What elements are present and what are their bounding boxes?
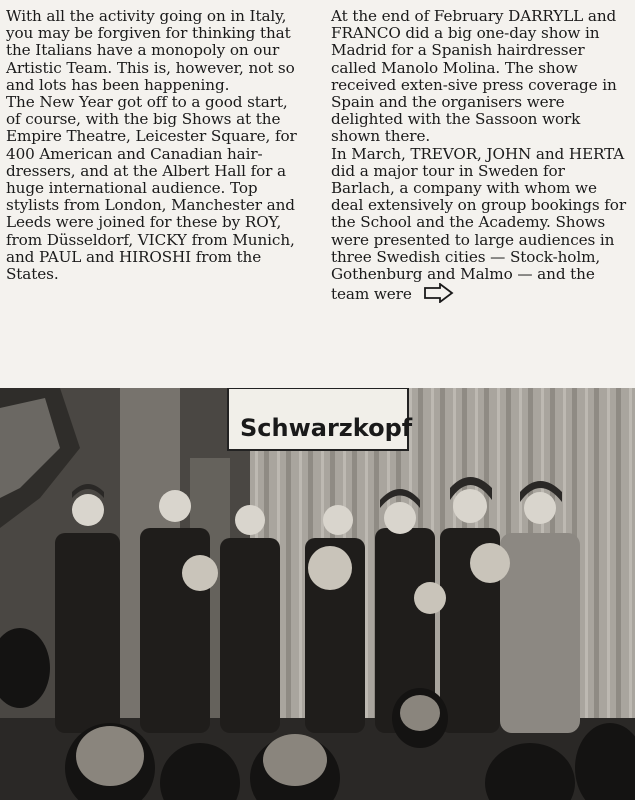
paragraph: The New Year got off to a good start, of course, with the big Shows at the Empire Theatre, Leicester Square, for 400 American and Canadian hair-dressers, and at the Albert Hall for a huge international audience. Top stylists from London, Manchester and Leeds were joined for these by ROY, from Düsseldorf, VICKY from Munich, and PAUL and HIROSHI from the States. <box>6 93 297 284</box>
right-column <box>331 8 631 307</box>
arrow-right-outline-icon <box>424 283 454 307</box>
photo-illustration <box>0 388 635 800</box>
banner-text: Schwarzkopf <box>240 414 413 442</box>
left-column <box>6 8 306 283</box>
stage-photo <box>0 388 635 800</box>
paragraph: With all the activity going on in Italy, you may be forgiven for thinking that the Italians have a monopoly on our Artistic Team. This is, however, not so and lots has been happening. <box>6 7 295 94</box>
article-text <box>0 0 635 380</box>
paragraph-continued: In March, TREVOR, JOHN and HERTA did a major tour in Sweden for Barlach, a company with whom we deal extensively on group bookings for the School and the Academy. Shows were presented to large audiences in three Swedish cities — Stock-holm, Gothenburg and Malmo — and the team were <box>331 146 631 308</box>
paragraph: At the end of February DARRYLL and FRANCO did a big one-day show in Madrid for a Spanish hairdresser called Manolo Molina. The show received exten-sive press coverage in Spain and the organisers were delighted with the Sassoon work shown there. <box>331 7 617 146</box>
